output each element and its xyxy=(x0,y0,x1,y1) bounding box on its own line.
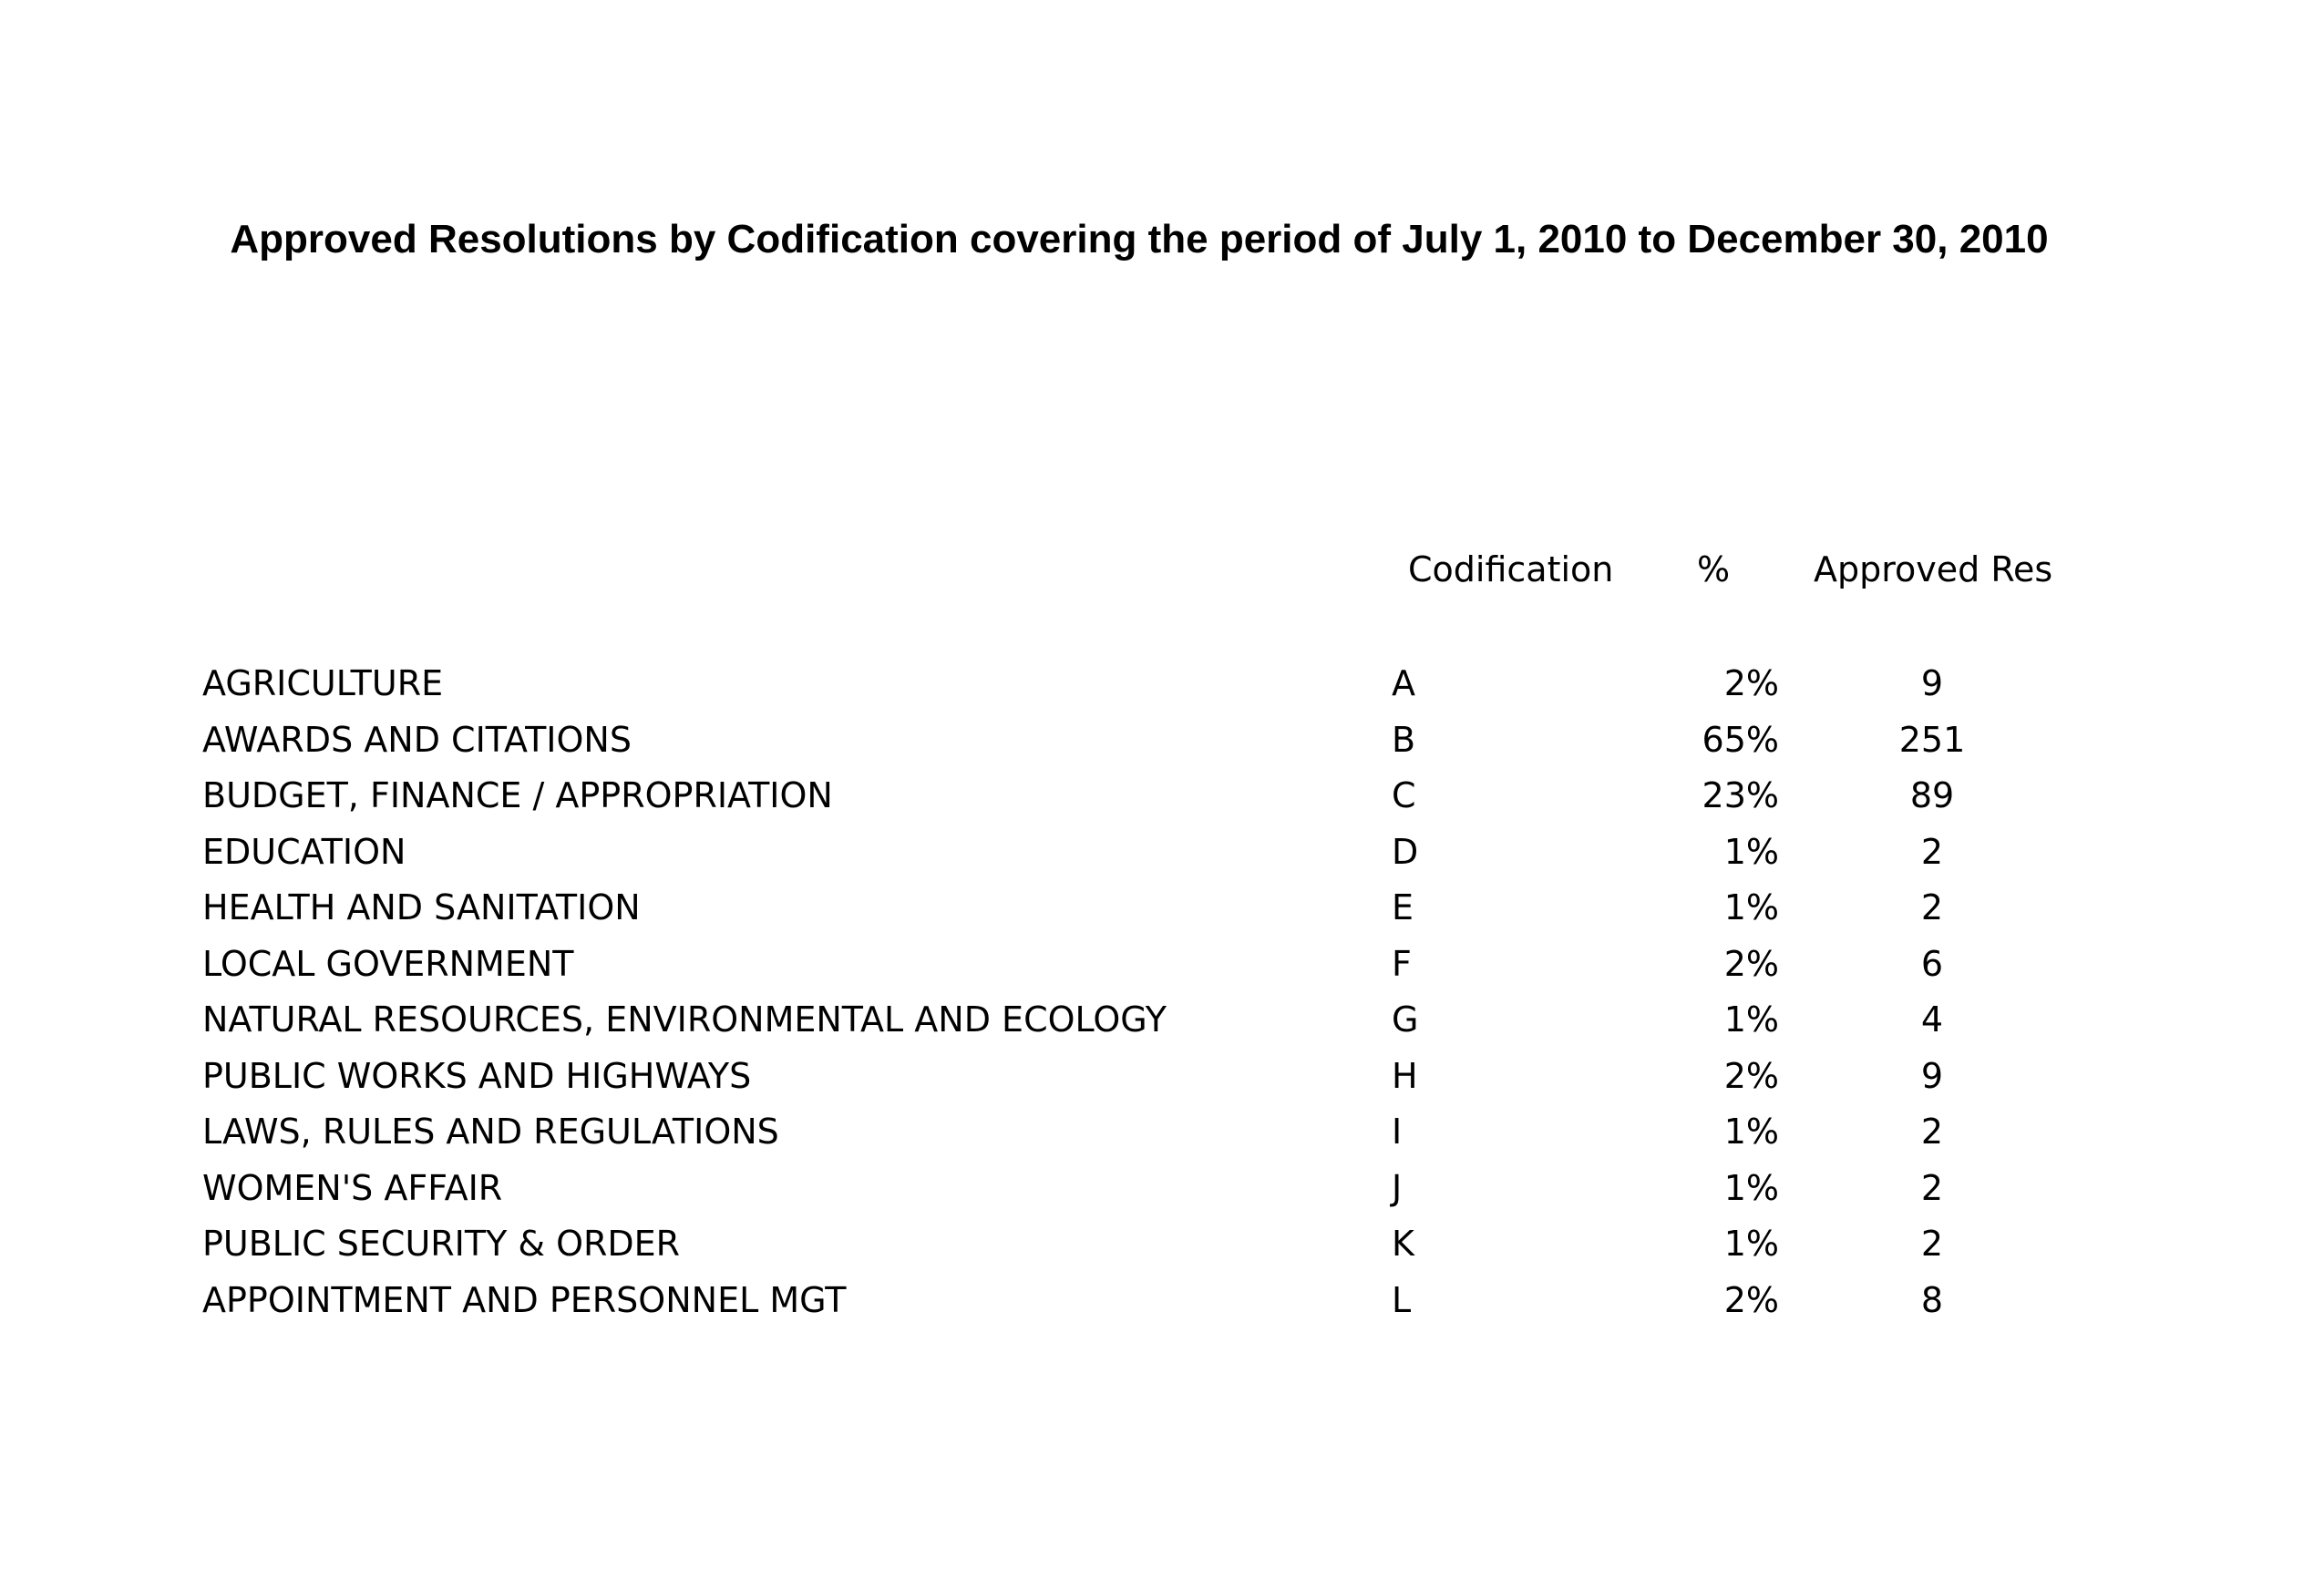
approved-res-count: 9 xyxy=(1920,1055,1944,1096)
percent-value: 1% xyxy=(1723,831,1779,872)
column-header-approved-res: Approved Res xyxy=(1814,549,2053,589)
category-name: NATURAL RESOURCES, ENVIRONMENTAL AND ECOLOGY xyxy=(202,999,1167,1040)
category-name: PUBLIC WORKS AND HIGHWAYS xyxy=(202,1055,752,1096)
table-row xyxy=(0,661,2324,717)
table-row xyxy=(0,1165,2324,1222)
approved-res-count: 89 xyxy=(1909,775,1955,815)
table-row xyxy=(0,717,2324,774)
percent-value: 1% xyxy=(1723,1167,1779,1208)
codification-letter: H xyxy=(1392,1055,1418,1096)
codification-letter: A xyxy=(1392,663,1415,703)
approved-res-count: 2 xyxy=(1920,1167,1944,1208)
table-row xyxy=(0,829,2324,886)
approved-res-count: 2 xyxy=(1920,887,1944,927)
approved-res-count: 6 xyxy=(1920,943,1944,984)
percent-value: 2% xyxy=(1723,1279,1779,1320)
codification-letter: F xyxy=(1392,943,1412,984)
table-row xyxy=(0,885,2324,941)
percent-value: 2% xyxy=(1723,943,1779,984)
approved-res-count: 2 xyxy=(1920,831,1944,872)
category-name: AWARDS AND CITATIONS xyxy=(202,719,632,760)
document-title: Approved Resolutions by Codification covering the period of July 1, 2010 to December 30, 2010 xyxy=(230,217,2049,261)
approved-res-count: 2 xyxy=(1920,1224,1944,1264)
resolutions-table xyxy=(0,661,2324,1333)
category-name: BUDGET, FINANCE / APPROPRIATION xyxy=(202,775,833,815)
category-name: AGRICULTURE xyxy=(202,663,444,703)
approved-res-count: 251 xyxy=(1898,719,1966,760)
percent-value: 65% xyxy=(1702,719,1779,760)
column-header-codification: Codification xyxy=(1408,549,1614,589)
percent-value: 1% xyxy=(1723,887,1779,927)
codification-letter: G xyxy=(1392,999,1419,1040)
category-name: LOCAL GOVERNMENT xyxy=(202,943,574,984)
table-row xyxy=(0,941,2324,998)
table-row xyxy=(0,997,2324,1053)
codification-letter: K xyxy=(1392,1224,1414,1264)
percent-value: 1% xyxy=(1723,1224,1779,1264)
codification-letter: L xyxy=(1392,1279,1412,1320)
codification-letter: I xyxy=(1392,1112,1403,1152)
percent-value: 1% xyxy=(1723,1112,1779,1152)
percent-value: 2% xyxy=(1723,663,1779,703)
category-name: PUBLIC SECURITY & ORDER xyxy=(202,1224,681,1264)
category-name: LAWS, RULES AND REGULATIONS xyxy=(202,1112,779,1152)
category-name: WOMEN'S AFFAIR xyxy=(202,1167,503,1208)
codification-letter: J xyxy=(1392,1167,1403,1208)
codification-letter: C xyxy=(1392,775,1416,815)
category-name: HEALTH AND SANITATION xyxy=(202,887,641,927)
percent-value: 2% xyxy=(1723,1055,1779,1096)
approved-res-count: 8 xyxy=(1920,1279,1944,1320)
approved-res-count: 9 xyxy=(1920,663,1944,703)
table-row xyxy=(0,773,2324,829)
percent-value: 23% xyxy=(1702,775,1779,815)
table-row xyxy=(0,1277,2324,1334)
column-header-percent: % xyxy=(1697,549,1731,589)
codification-letter: B xyxy=(1392,719,1416,760)
approved-res-count: 4 xyxy=(1920,999,1944,1040)
approved-res-count: 2 xyxy=(1920,1112,1944,1152)
table-row xyxy=(0,1053,2324,1110)
percent-value: 1% xyxy=(1723,999,1779,1040)
table-row xyxy=(0,1221,2324,1277)
codification-letter: D xyxy=(1392,831,1419,872)
category-name: EDUCATION xyxy=(202,831,406,872)
table-row xyxy=(0,1109,2324,1165)
category-name: APPOINTMENT AND PERSONNEL MGT xyxy=(202,1279,847,1320)
codification-letter: E xyxy=(1392,887,1414,927)
